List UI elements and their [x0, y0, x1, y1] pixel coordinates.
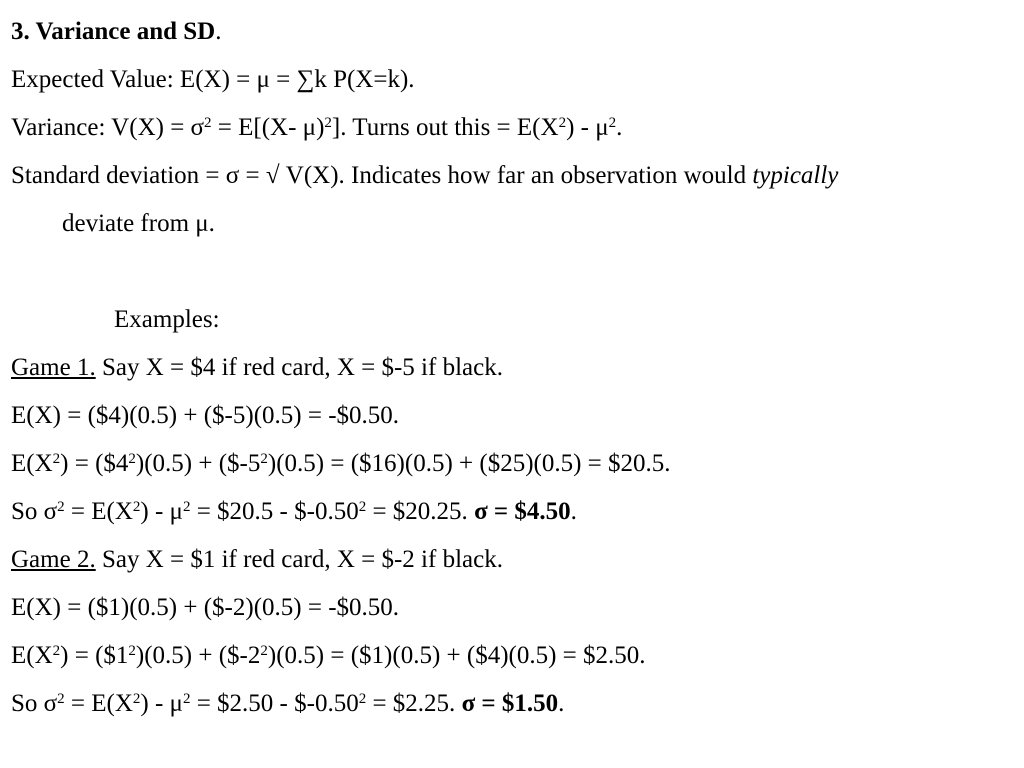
game1-variance-line: So $\sigma^2 = E(X^2) - \mu^2$ = $20.5 - $\$-0.50^2$ = $20.25. σ = $4.50. [11, 498, 577, 525]
game2-setup-line: Game 2. Say X = $1 if red card, X = $-2 if black. [11, 546, 503, 573]
variance-line: Variance: $V(X) = \sigma^2 = E[(X-$ μ)$^2$]. Turns out this = $E(X^2) - \mu^2$. [11, 114, 623, 141]
game2-label: Game 2. [11, 546, 96, 573]
game2-expected-square: $E(X^2)$ = $(\$1^2)(0.5)$ + $(\$-2^2)(0.5)$ = ($1)(0.5) + ($4)(0.5) = $2.50. [11, 642, 646, 669]
expected-value-line: Expected Value: E(X) = μ = ∑k P(X=k). [11, 66, 415, 93]
game2-variance-line: So $\sigma^2 = E(X^2) - \mu^2$ = $2.50 - $\$-0.50^2$ = $2.25. σ = $1.50. [11, 690, 565, 717]
game1-setup-line: Game 1. Say X = $4 if red card, X = $-5 if black. [11, 354, 503, 381]
game1-expected-value: E(X) = ($4)(0.5) + ($-5)(0.5) = -$0.50. [11, 402, 400, 429]
section-title: 3. Variance and SD. [11, 18, 222, 45]
sd-line-continued: deviate from μ. [62, 210, 215, 237]
game1-sigma-result: σ = $4.50 [474, 498, 571, 525]
game1-expected-square: $E(X^2)$ = $(\$4^2)(0.5)$ + $(\$-5^2)(0.5)$ = ($16)(0.5) + ($25)(0.5) = $20.5. [11, 450, 671, 477]
examples-heading: Examples: [114, 306, 220, 333]
sd-line: Standard deviation = σ = √ V(X). Indicates how far an observation would typically [11, 162, 839, 189]
game2-expected-value: E(X) = ($1)(0.5) + ($-2)(0.5) = -$0.50. [11, 594, 400, 621]
game2-sigma-result: σ = $1.50 [461, 690, 559, 717]
game1-label: Game 1. [11, 354, 96, 381]
